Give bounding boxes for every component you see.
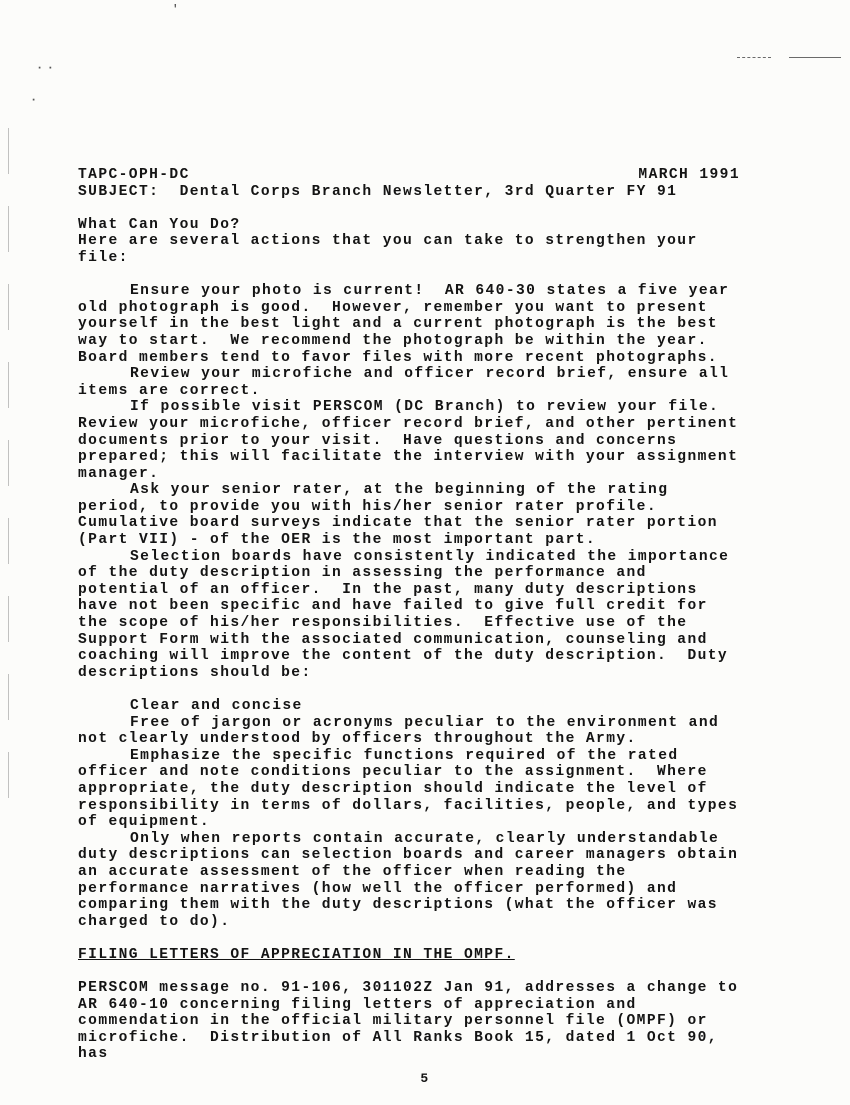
duty-item: Clear and concise	[130, 698, 303, 714]
paragraph: Ask your senior rater, at the beginning of the rating period, to provide you with his/her senior rater profile. Cumulative board surveys indicate that the senior rater portion (Part VII) - of the OER is the most important part.	[78, 482, 729, 549]
duty-item: Emphasize the specific functions required of the rated officer and note conditions peculiar to the assignment. Where appropriate, the duty description should indicate the level of responsibility in terms of dollars, facilities, people, and types of equipment.	[78, 747, 749, 831]
page-number: 5	[420, 1071, 430, 1086]
scan-artifact-dots-2: ·	[30, 93, 39, 107]
section2-paragraph: PERSCOM message no. 91-106, 301102Z Jan 91, addresses a change to AR 640-10 concerning filing letters of appreciation and commendation in the official military personnel file (OMPF) or microfiche. Distribution of All Ranks Book 15, dated 1 Oct 90, has	[78, 980, 749, 1063]
scan-artifact-left-edge-line	[8, 128, 9, 818]
duty-item: Only when reports contain accurate, clearly understandable duty descriptions can selection boards and career managers obtain an accurate assessment of the officer when reading the performance narratives (how well the officer performed) and comparing them with the duty descriptions (what the officer was charged to do).	[78, 830, 749, 930]
scan-artifact-dashes-1	[737, 57, 771, 58]
document-header	[78, 167, 740, 184]
scan-artifact-dots-1: · ·	[36, 61, 56, 75]
section1-intro: Here are several actions that you can take to strengthen your file:	[78, 233, 708, 266]
subject-line: SUBJECT: Dental Corps Branch Newsletter, 3rd Quarter FY 91	[78, 183, 678, 200]
section1-heading: What Can You Do?	[78, 216, 241, 233]
office-symbol: TAPC-OPH-DC	[78, 167, 190, 183]
scan-artifact-dashes-2	[789, 57, 841, 58]
paragraph: Review your microfiche and officer record brief, ensure all items are correct.	[78, 366, 740, 399]
paragraph: Selection boards have consistently indicated the importance of the duty description in assessing the performance and potential of an officer. In the past, many duty descriptions have not been specific and have failed to give full credit for the scope of his/her responsibilities. Effective use of the Support Form with the associated communication, counseling and coaching will improve the content of the duty description. Duty descriptions should be:	[78, 548, 740, 681]
document-date: MARCH 1991	[638, 167, 740, 183]
paragraph: If possible visit PERSCOM (DC Branch) to review your file. Review your microfiche, officer record brief, and other pertinent documents prior to your visit. Have questions and concerns prepared; this will facilitate the interview with your assignment manager.	[78, 399, 749, 482]
document-body	[78, 167, 749, 1063]
paragraph: Ensure your photo is current! AR 640-30 states a five year old photograph is good. However, remember you want to present yourself in the best light and a current photograph is the best way to start. We recommend the photograph be within the year. Board members tend to favor files with more recent photographs.	[78, 283, 740, 366]
section2-heading: FILING LETTERS OF APPRECIATION IN THE OMPF.	[78, 946, 515, 963]
duty-item: Free of jargon or acronyms peculiar to the environment and not clearly understood by officers throughout the Army.	[78, 714, 730, 748]
scan-artifact-tick: ′	[172, 4, 181, 16]
